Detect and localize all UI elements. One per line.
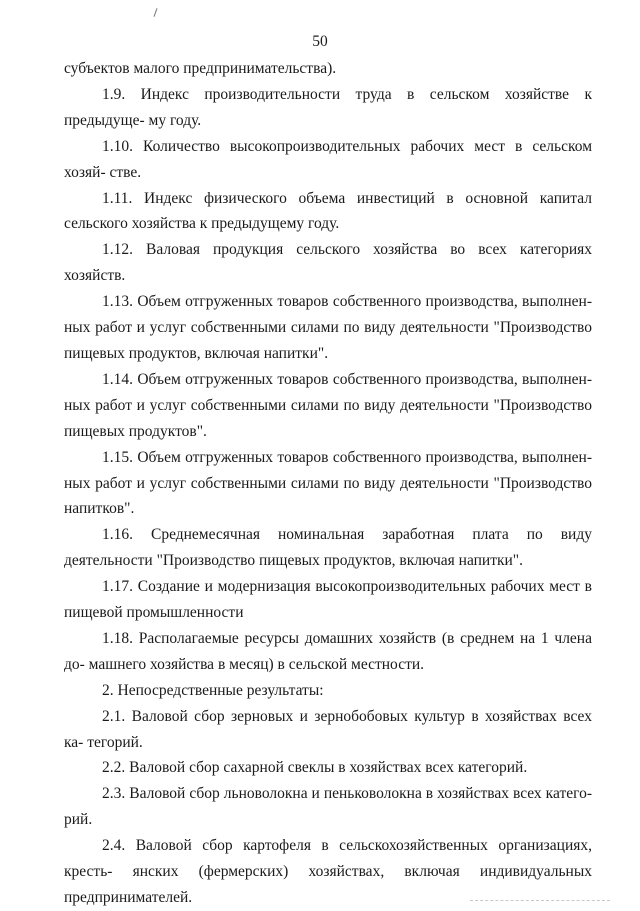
paragraph-item-1-11: 1.11. Индекс физического объема инвестиций в основной капитал сельского хозяйства к предыдущему году. bbox=[64, 189, 592, 233]
paragraph-item-1-18: 1.18. Располагаемые ресурсы домашних хозяйств (в среднем на 1 члена до- машнего хозяйства в месяц) в сельской местности. bbox=[64, 629, 592, 673]
scan-edge-dash bbox=[470, 900, 610, 901]
paragraph-item-2-4: 2.4. Валовой сбор картофеля в сельскохозяйственных организациях, кресть- янских (фермерских) хозяйствах, включая индивидуальных предпринимателей. bbox=[64, 837, 592, 906]
paragraph-item-1-16: 1.16. Среднемесячная номинальная заработная плата по виду деятельности "Производство пищевых продуктов, включая напитки". bbox=[64, 526, 592, 570]
paragraph-item-1-12: 1.12. Валовая продукция сельского хозяйства во всех категориях хозяйств. bbox=[64, 241, 592, 285]
paragraph-continuation: субъектов малого предпринимательства). bbox=[64, 60, 337, 77]
paragraph-item-2-1: 2.1. Валовой сбор зерновых и зернобобовых культур в хозяйствах всех ка- тегорий. bbox=[64, 707, 592, 751]
paragraph-item-1-17: 1.17. Создание и модернизация высокопроизводительных рабочих мест в пищевой промышленности bbox=[64, 578, 592, 622]
scan-mark bbox=[153, 8, 157, 17]
paragraph-item-2-2: 2.2. Валовой сбор сахарной свеклы в хозяйствах всех категорий. bbox=[102, 759, 528, 777]
paragraph-item-2-3: 2.3. Валовой сбор льноволокна и пеньковолокна в хозяйствах всех катего- рий. bbox=[64, 785, 592, 829]
document-body bbox=[64, 56, 592, 911]
paragraph-item-1-15: 1.15. Объем отгруженных товаров собственного производства, выполнен- ных работ и услуг собственными силами по виду деятельности "Производство напитков". bbox=[64, 448, 592, 518]
paragraph-item-1-10: 1.10. Количество высокопроизводительных рабочих мест в сельском хозяй- стве. bbox=[64, 137, 592, 181]
paragraph-item-1-14: 1.14. Объем отгруженных товаров собственного производства, выполнен- ных работ и услуг собственными силами по виду деятельности "Производство пищевых продуктов". bbox=[64, 370, 592, 440]
page-number: 50 bbox=[312, 33, 328, 50]
paragraph-item-1-13: 1.13. Объем отгруженных товаров собственного производства, выполнен- ных работ и услуг собственными силами по виду деятельности "Производство пищевых продуктов, включая напитки". bbox=[64, 293, 592, 362]
paragraph-item-1-9: 1.9. Индекс производительности труда в сельском хозяйстве к предыдуще- му году. bbox=[64, 85, 592, 129]
section-heading-direct-results: 2. Непосредственные результаты: bbox=[102, 681, 324, 699]
